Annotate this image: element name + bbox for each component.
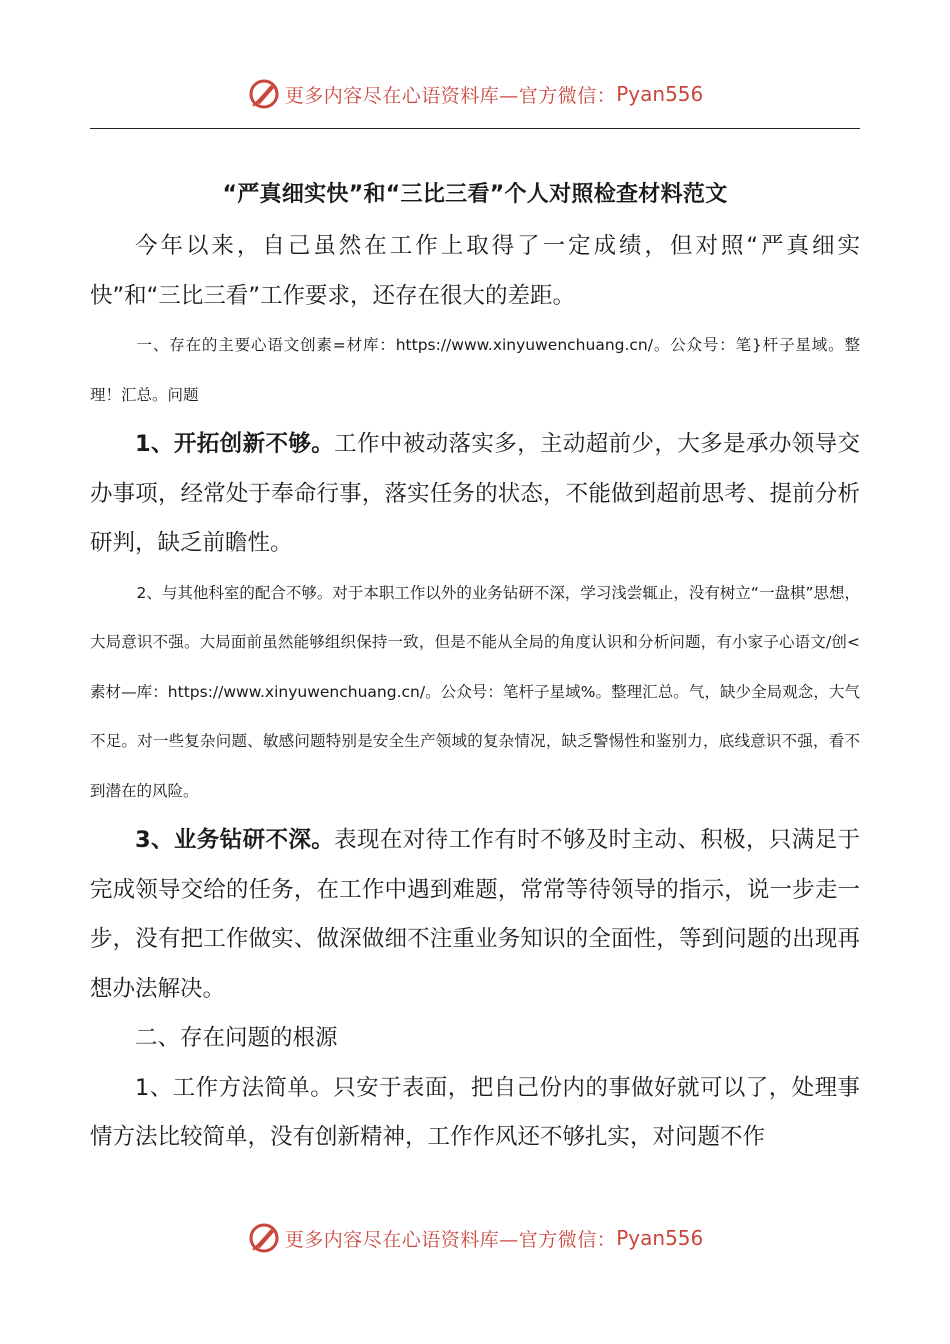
document-title: “严真细实快”和“三比三看”个人对照检查材料范文 — [222, 182, 728, 207]
item-2-paragraph: 2、与其他科室的配合不够。对于本职工作以外的业务钻研不深，学习浅尝辄止，没有树立“一盘棋”思想，大局意识不强。大局面前虽然能够组织保持一致，但是不能从全局的角度认识和分析问题，有小家子心语文/创<素材—库：https://www.xinyuwenchuang.cn/。公众号：笔杆子星域%。整理汇总。气，缺少全局观念，大气不足。对一些复杂问题、敏感问题特别是安全生产领域的复杂情况，缺乏警惕性和鉴别力，底线意识不强，看不到潜在的风险。 — [90, 583, 860, 800]
banner-wechat-id: Pyan556 — [616, 1226, 704, 1250]
item-3-text: 表现在对待工作有时不够及时主动、积极，只满足于完成领导交给的任务，在工作中遇到难题，常常等待领导的指示，说一步走一步，没有把工作做实、做深做细不注重业务知识的全面性，等到问题的出现再想办法解决。 — [90, 827, 860, 1002]
item-1-lead: 1、开拓创新不够。 — [135, 431, 335, 457]
item-3-paragraph — [90, 816, 860, 1014]
banner-text: 更多内容尽在心语资料库—官方微信： — [284, 1228, 617, 1251]
item-4-paragraph: 1、工作方法简单。只安于表面，把自己份内的事做好就可以了，处理事情方法比较简单，没有创新精神，工作作风还不够扎实，对问题不作 — [90, 1074, 860, 1150]
section-2-heading: 二、存在问题的根源 — [135, 1025, 338, 1051]
bottom-banner — [0, 1216, 950, 1260]
item-1-text: 工作中被动落实多，主动超前少，大多是承办领导交办事项，经常处于奉命行事，落实任务的状态，不能做到超前思考、提前分析研判，缺乏前瞻性。 — [90, 431, 860, 556]
quill-logo-icon — [247, 1221, 281, 1255]
top-banner — [0, 72, 950, 116]
quill-logo-icon — [247, 77, 281, 111]
banner-wechat-id: Pyan556 — [616, 82, 704, 106]
banner-text: 更多内容尽在心语资料库—官方微信： — [284, 84, 617, 107]
intro-paragraph: 今年以来，自己虽然在工作上取得了一定成绩，但对照“严真细实快”和“三比三看”工作要求，还存在很大的差距。 — [90, 233, 860, 309]
header-divider — [90, 128, 860, 129]
section-1-heading: 一、存在的主要心语文创素=材库：https://www.xinyuwenchuang.cn/。公众号：笔}杆子星域。整理！汇总。问题 — [90, 336, 860, 404]
item-1-paragraph — [90, 420, 860, 569]
document-body — [90, 168, 860, 1163]
item-3-lead: 3、业务钻研不深。 — [135, 827, 335, 853]
